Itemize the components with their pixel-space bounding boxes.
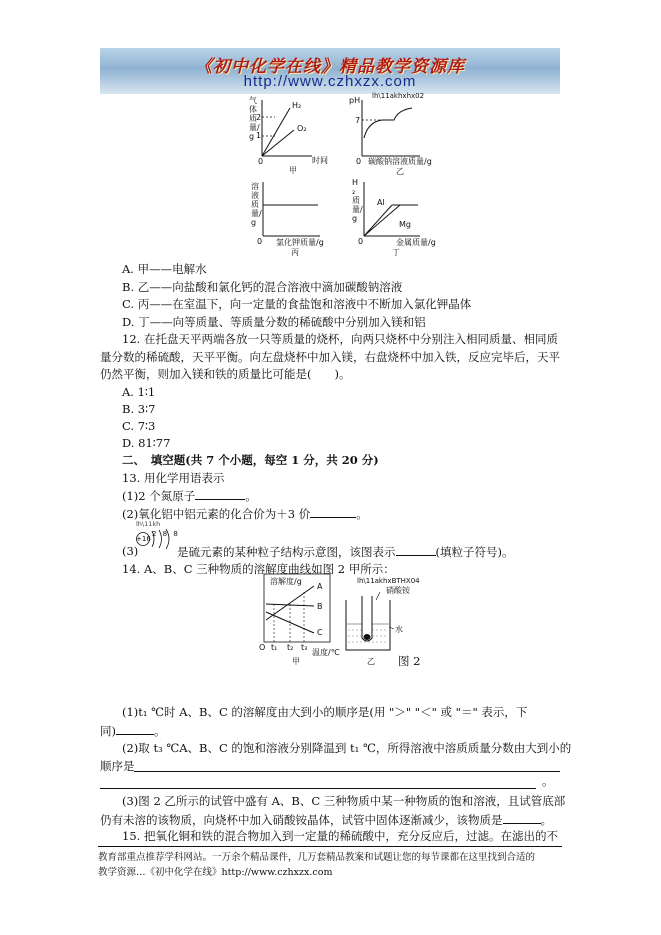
q14-part-3-line-1: (3)图 2 乙所示的试管中盛有 A、B、C 三种物质中某一种物质的饱和溶液，且试管底部 [122,794,566,808]
fig-bing-origin: 0 [257,237,263,246]
q12-line-2: 量分数的稀硫酸，天平平衡。向左盘烧杯中加入镁，右盘烧杯中加入铁，反应完毕后，天平 [100,350,560,364]
fig-bing-xlabel: 氯化钾质量/g [276,238,324,247]
fig-jia-origin: 0 [258,157,264,166]
q14-part-2-blank-2[interactable] [100,788,536,789]
q14-stem: 14. A、B、C 三种物质的溶解度曲线如图 2 甲所示： [122,562,395,576]
q14-part-2-text: 顺序是 [100,759,135,773]
fig-yi-origin: 0 [356,157,362,166]
fig-jia-ylabel: 气体质量/g [249,96,260,141]
fig-jia-o2-label: O₂ [297,124,307,133]
q14-part-1-line-2 [100,723,166,739]
footer-line-2[interactable]: 教学资源…《初中化学在线》http://www.czhxzx.com [98,867,333,878]
q14-part-3-blank[interactable] [503,812,541,824]
q11-option-b: B. 乙——向盐酸和氯化钙的混合溶液中滴加碳酸钠溶液 [122,280,403,294]
footer-line-1: 教育部重点推荐学科网站。一万余个精品课件，几万套精品教案和试题让您的每节课都在这里找到合适的 [98,852,536,863]
fig-jia-tick-1: 1 [256,131,262,140]
fig-bing-caption: 丙 [291,248,299,257]
q14-part-2-end: 。 [542,774,554,788]
q14-part-2-blank-1[interactable] [134,771,560,772]
banner-title: 《初中化学在线》精品教学资源库 [195,57,465,77]
q13-part-1-end: 。 [245,489,257,503]
q14-label-c: C [317,628,323,637]
q14-jia-origin: O [259,643,266,652]
q14-yi-caption: 乙 [367,657,375,666]
footer-divider [98,846,562,847]
q13-stem: 13. 用化学用语表示 [122,471,225,485]
q15-line-1: 15. 把氧化铜和铁的混合物加入到一定量的稀硫酸中，充分反应后，过滤。在滤出的不 [122,829,558,843]
q13-part-1-text: (1)2 个氮原子 [122,489,196,503]
atom-watermark: lh\11kh [136,520,161,528]
q12-option-b: B. 3∶7 [122,402,156,416]
fig-ding-caption: 丁 [392,248,400,257]
q14-label-b: B [317,602,323,611]
q14-part-3-text: 仍有未溶的该物质，向烧杯中加入硝酸铵晶体，试管中固体逐渐减少，该物质是 [100,813,503,827]
fig-yi-ylabel: pH [349,96,361,105]
q13-part-3-end: (填粒子符号)。 [435,545,514,559]
q11-option-a: A. 甲——电解水 [122,262,207,276]
fig-ding-origin: 0 [358,237,364,246]
q14-figure-caption: 图 2 [398,654,421,668]
q12-line-1: 12. 在托盘天平两端各放一只等质量的烧杯，向两只烧杯中分别注入相同质量、相同质 [122,332,558,346]
fig-yi-caption: 乙 [396,167,404,176]
fig-jia-xlabel: 时间 [312,156,328,165]
q14-tick-t1: t₁ [271,643,278,652]
q14-jia-caption: 甲 [292,657,300,666]
fig-jia-tick-2: 2 [256,113,262,122]
fig-jia-caption: 甲 [289,166,297,175]
q14-jia-ylabel: 溶解度/g [270,577,302,586]
q14-part-1-text: 同) [100,724,116,738]
q14-part-3-end: 。 [540,813,552,827]
q14-yi-water-label: 水 [395,625,403,634]
q14-yi-watermark: lh\11akhxBTHX04 [357,577,420,585]
q14-label-a: A [317,582,323,591]
fig-yi-tick-7: 7 [355,116,361,125]
q14-part-1-line-1: (1)t₁ ℃时 A、B、C 的溶解度由大到小的顺序是(用 "＞" "＜" 或 "＝" 表示，下 [122,705,528,719]
q14-tick-t2: t₂ [287,643,294,652]
section-2-heading: 二、 填空题(共 7 个小题，每空 1 分，共 20 分) [122,453,379,467]
fig-ding-xlabel: 金属质量/g [396,238,436,247]
q14-jia-xlabel: 温度/℃ [312,648,340,657]
fig-jia-h2-label: H₂ [292,101,302,110]
fig-yi-watermark: lh\11akhxhx02 [372,92,425,100]
q11-option-c: C. 丙——在室温下，向一定量的食盐饱和溶液中不断加入氯化钾晶体 [122,297,472,311]
q13-part-3-text: 是硫元素的某种粒子结构示意图，该图表示 [177,545,396,559]
fig-ding-al-label: Al [377,198,385,207]
fig-yi-xlabel: 碳酸钠溶液质量/g [368,157,432,166]
q14-tick-t3: t₃ [301,643,308,652]
atom-nucleus: +16 [136,535,151,543]
fig-bing-ylabel: 溶液质量/g [251,182,262,227]
q14-part-1-end: 。 [154,724,166,738]
fig-ding-ylabel: H₂质量/g [352,178,363,223]
q14-part-1-blank[interactable] [116,723,154,735]
q12-option-a: A. 1∶1 [122,385,156,399]
q11-option-d: D. 丁——向等质量、等质量分数的稀硫酸中分别加入镁和铝 [122,315,426,329]
q12-line-3: 仍然平衡，则加入镁和铁的质量比可能是( )。 [100,367,351,381]
q12-option-d: D. 81∶77 [122,436,171,450]
q12-option-c: C. 7∶3 [122,419,156,433]
q14-yi-salt-label: 硝酸铵 [386,586,410,595]
banner-url[interactable]: http://www.czhxzx.com [243,73,417,90]
atom-electrons: 2 8 8 [152,530,180,538]
q14-part-2-line-1: (2)取 t₃ ℃A、B、C 的饱和溶液分别降温到 t₁ ℃，所得溶液中溶质质量分数由大到小的 [122,741,572,755]
q13-part-3-label: (3) [122,544,139,558]
q13-part-2-end: 。 [356,507,368,521]
fig-ding-mg-label: Mg [399,220,411,229]
q13-part-2-text: (2)氧化铝中铝元素的化合价为＋3 价 [122,507,311,521]
q14-part-3-line-2 [100,812,552,828]
